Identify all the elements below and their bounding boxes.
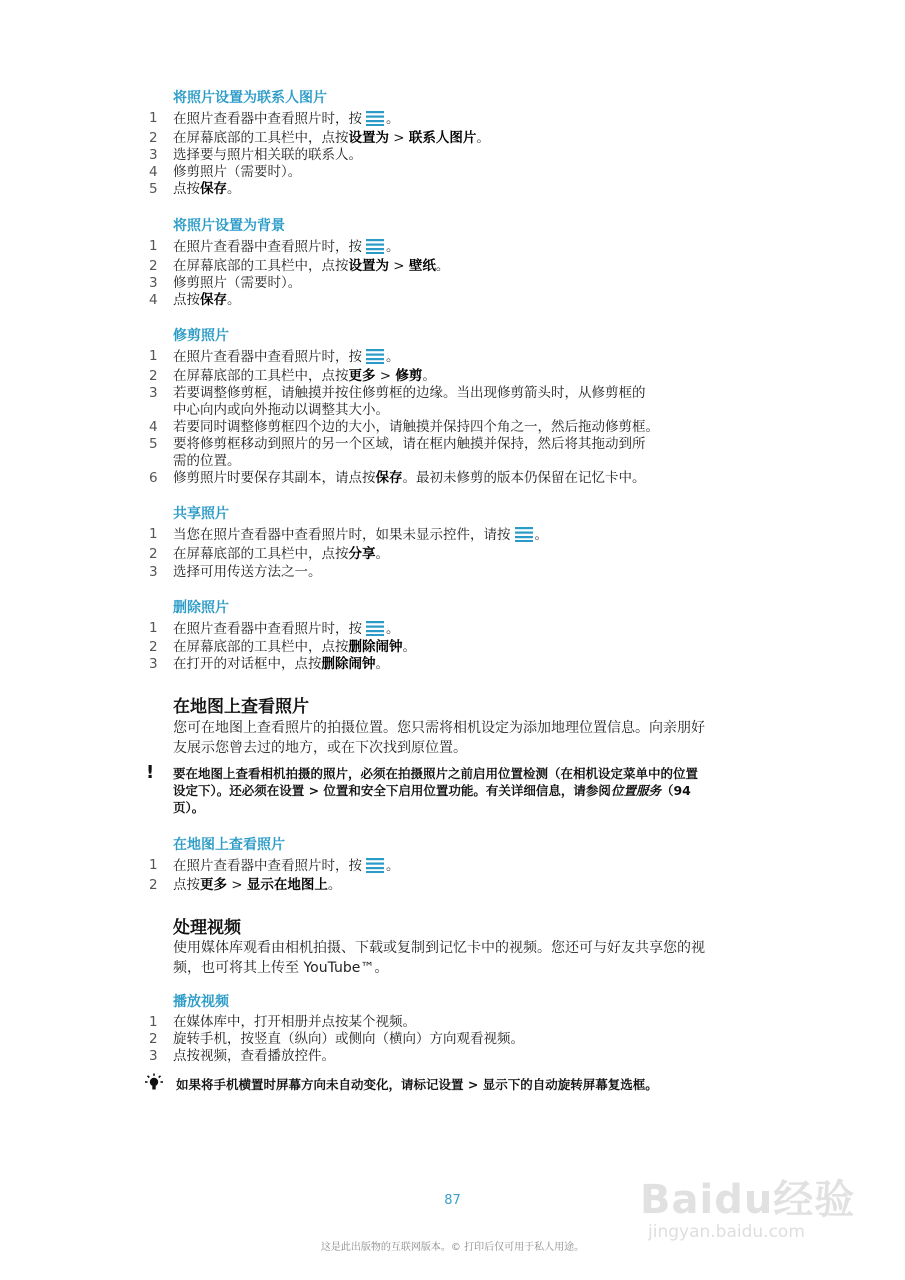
paragraph-video: 使用媒体库观看由相机拍摄、下载或复制到记忆卡中的视频。您还可与好友共享您的视 频，也可将其上传至 YouTube™。 [173, 940, 705, 976]
menu-icon [364, 110, 386, 126]
section-title-map: 在地图上查看照片 [173, 697, 309, 717]
menu-icon [364, 620, 386, 636]
menu-icon [513, 526, 535, 542]
lightbulb-icon [142, 1073, 166, 1093]
section-heading-map: 在地图上查看照片 [173, 837, 285, 853]
watermark-url: jingyan.baidu.com [648, 1222, 805, 1242]
section-heading-video: 播放视频 [173, 994, 229, 1010]
menu-icon [364, 857, 386, 873]
tip-video: 如果将手机横置时屏幕方向未自动变化，请标记设置 > 显示下的自动旋转屏幕复选框。 [176, 1077, 658, 1092]
menu-icon [364, 348, 386, 364]
section-title-video: 处理视频 [173, 918, 241, 938]
note-map: 要在地图上查看相机拍摄的照片，必须在拍摄照片之前启用位置检测（在相机设定菜单中的位置 设定下）。还必须在设置 > 位置和安全下启用位置功能。有关详细信息，请参阅位置服务（94 页）。 [173, 766, 699, 815]
warning-icon: ! [146, 762, 155, 783]
baidu-watermark [640, 1150, 870, 1260]
section-heading-wallpaper: 将照片设置为背景 [173, 218, 285, 234]
section-heading-delete: 删除照片 [173, 600, 229, 616]
page-number: 87 [444, 1193, 461, 1208]
footer-text: 这是此出版物的互联网版本。© 打印后仅可用于私人用途。 [320, 1242, 585, 1253]
paragraph-map: 您可在地图上查看照片的拍摄位置。您只需将相机设定为添加地理位置信息。向亲朋好 友展示您曾去过的地方，或在下次找到原位置。 [173, 720, 705, 756]
watermark-logo: Baidu经验 [640, 1177, 856, 1223]
section-heading-share: 共享照片 [173, 506, 229, 522]
section-heading-crop: 修剪照片 [173, 328, 229, 344]
menu-icon [364, 238, 386, 254]
section-heading-contact: 将照片设置为联系人图片 [173, 90, 327, 106]
